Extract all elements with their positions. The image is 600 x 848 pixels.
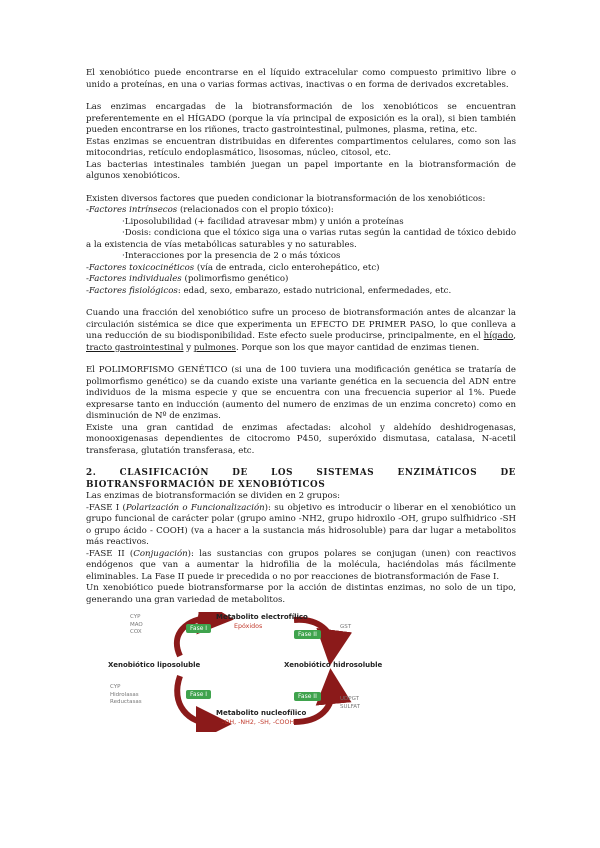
factor-intrinsic-text: (relacionados con el propio tóxico):	[177, 205, 334, 215]
hydrosoluble-xenobiotic-label: Xenobiótico hidrosoluble	[284, 661, 383, 669]
factor-intrinsic-b: ·Dosis: condiciona que el tóxico siga una o varias rutas según la cantidad de tóxico debido a la existencia de vías metabólicas saturables y no saturables.	[86, 228, 516, 250]
enzyme-gst: GST	[340, 624, 352, 630]
underline-lungs: pulmones	[193, 342, 236, 353]
phase2-bottom-badge: Fase II	[294, 692, 321, 701]
liposoluble-xenobiotic-label: Xenobiótico liposoluble	[108, 661, 201, 669]
factor-physiological: -Factores fisiológicos: edad, sexo, embarazo, estado nutricional, enfermedades, etc.	[86, 285, 452, 296]
paragraph-polymorphism: El POLIMORFISMO GENÉTICO (si una de 100 tuviera una modificación genética se trataría de polimorfismo genético) se da cuando existe una variante genética en la secuencia del ADN entre individuos de la misma especie y que se encuentra con una frecuencia superior al 1%. Puede expresarse tanto en inducción (aumento del numero de enzimas de un enzima concreto) como en disminución de Nº de enzimas.	[86, 365, 516, 421]
phase2-top-badge: Fase II	[294, 630, 321, 639]
phase1-bottom-badge: Fase I	[186, 690, 211, 699]
factors-intro: Existen diversos factores que pueden condicionar la biotransformación de los xenobióticos:	[86, 193, 486, 204]
epoxides-label: Epóxidos	[234, 623, 263, 630]
paragraph-enzymes-location: Las enzimas encargadas de la biotransformación de los xenobióticos se encuentran preferentemente en el HÍGADO (porque la vía principal de exposición es la oral), si bien también pueden encontrarse en los riñones, tracto gastrointestinal, pulmones, plasma, retina, etc.	[86, 102, 516, 135]
paragraph-conclusion: Un xenobiótico puede biotransformarse por la acción de distintas enzimas, no solo de un tipo, generando una gran variedad de metabolitos.	[86, 583, 516, 605]
nucleophilic-metabolite-label: Metabolito nucleofílico	[216, 709, 307, 717]
classification-intro: Las enzimas de biotransformación se dividen en 2 grupos:	[86, 491, 341, 501]
section-heading: 2. CLASIFICACIÓN DE LOS SISTEMAS ENZIMÁTICOS DE BIOTRANSFORMACIÓN DE XENOBIÓTICOS	[86, 468, 516, 490]
arrow-phase1-bottom	[177, 676, 214, 724]
enzymes-phase2-bottom: UDPGT SULFAT	[340, 696, 360, 710]
factor-individual: -Factores individuales (polimorfismo genético)	[86, 274, 289, 284]
factor-intrinsic-a: ·Liposolubilidad (+ facilidad atravesar mbm) y unión a proteínas	[122, 216, 404, 227]
enzymes-phase1-bottom: CYP Hidrolasas Reductasas	[110, 684, 142, 705]
nucleophilic-groups-label: -OH, -NH2, -SH, -COOH	[222, 719, 295, 726]
electrophilic-metabolite-label: Metabolito electrofílico	[216, 613, 308, 621]
enzymes-phase1-top: CYP MAO COX	[130, 614, 143, 635]
biotransformation-diagram	[108, 612, 386, 732]
paragraph-compartments: Estas enzimas se encuentran distribuidas en diferentes compartimentos celulares, como son las mitocondrias, retículo endoplasmático, lisosomas, núcleo, citosol, etc.	[86, 136, 516, 158]
underline-gi-tract: tracto gastrointestinal	[86, 342, 184, 353]
phase-one-description: -FASE I (Polarización o Funcionalización): su objetivo es introducir o liberar en el xenobiótico un grupo funcional de carácter polar (grupo amino -NH2, grupo hidroxilo -OH, grupo sulfhidrico -SH o grupo ácido - COOH) (va a hacer a la sustancia más hidrosoluble) para dar lugar a metabolitos más reactivos.	[86, 502, 516, 547]
phase-two-description: -FASE II (Conjugación): las sustancias con grupos polares se conjugan (unen) con reactivos endógenos que van a aumentar la hidrofilia de la molécula, haciéndolas más fácilmente eliminables. La Fase II puede ir precedida o no por reacciones de biotransformación de Fase I.	[86, 548, 516, 582]
paragraph-first-pass: Cuando una fracción del xenobiótico sufre un proceso de biotransformación antes de alcanzar la circulación sistémica se dice que experimenta un EFECTO DE PRIMER PASO, lo que conlleva a una reducción de su biodisponibilidad. Este efecto suele producirse, principalmente, en el hígado, tracto gastrointestinal y pulmones. Porque son los que mayor cantidad de enzimas tienen.	[86, 308, 516, 353]
factor-intrinsic	[86, 205, 516, 217]
paragraph-xenobiotic-state: El xenobiótico puede encontrarse en el líquido extracelular como compuesto primitivo libre o unido a proteínas, en una o varias formas activas, inactivas o en forma de derivados excretables.	[86, 68, 516, 90]
paragraph-affected-enzymes: Existe una gran cantidad de enzimas afectadas: alcohol y aldehído deshidrogenasas, monooxigenasas dependientes de citocromo P450, superóxido dismutasa, catalasa, N-acetil transferasa, glutatión transferasa, etc.	[86, 422, 516, 456]
underline-liver: hígado	[483, 331, 514, 341]
phase1-top-badge: Fase I	[186, 624, 211, 633]
paragraph-bacteria: Las bacterias intestinales también juegan un papel importante en la biotransformación de algunos xenobióticos.	[86, 159, 516, 181]
document-page	[86, 68, 516, 732]
factor-intrinsic-name: -Factores intrínsecos	[86, 205, 178, 215]
factor-toxicokinetic: -Factores toxicocinéticos (vía de entrada, ciclo enterohepático, etc)	[86, 262, 380, 273]
factor-intrinsic-c: ·Interacciones por la presencia de 2 o más tóxicos	[122, 251, 341, 261]
